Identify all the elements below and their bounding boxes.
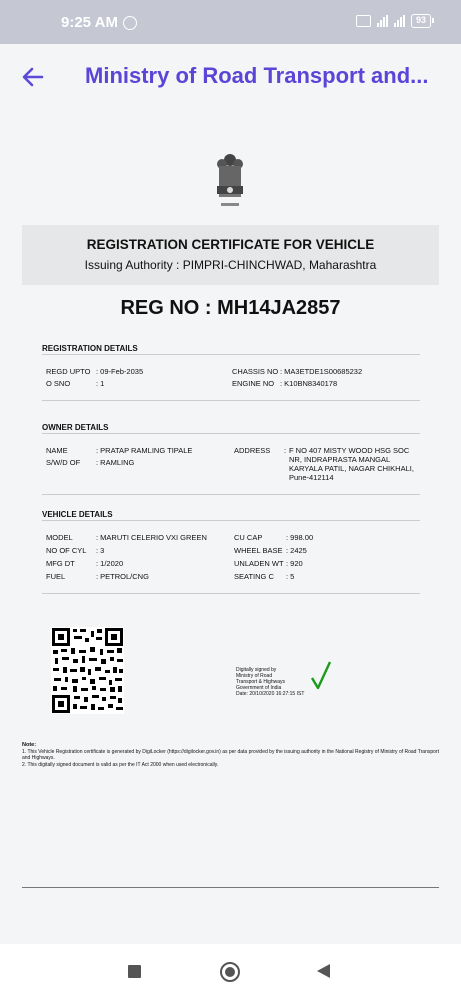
- osno-label: O SNO: [46, 379, 71, 388]
- page-title: Ministry of Road Transport and...: [85, 63, 429, 88]
- divider: [42, 354, 420, 355]
- signal-icon: [377, 15, 388, 27]
- divider: [42, 494, 420, 495]
- regd-upto-label: REGD UPTO: [46, 367, 91, 376]
- swdof-value: : RAMLING: [96, 458, 135, 467]
- recent-apps-icon[interactable]: [128, 965, 141, 978]
- sim-icon: [356, 15, 371, 27]
- note-item: 1. This Vehicle Registration certificate is generated by DigiLocker (https://digilocker.gov.in) as per data provided by the issuing authority in the National Registry of Ministry of Road Transport and Highways.: [22, 748, 439, 761]
- battery-icon: 93: [411, 14, 431, 28]
- note-item: 2. This digitally signed document is valid as per the IT Act 2000 when used electronically.: [22, 761, 219, 768]
- owner-details-heading: OWNER DETAILS: [42, 423, 109, 432]
- qr-code: [51, 627, 124, 714]
- certificate-header: [22, 225, 439, 285]
- status-bar: [0, 0, 461, 44]
- address-value: F NO 407 MISTY WOOD HSG SOC NR, INDRAPRASTA MANGAL KARYALA PATIL, NAGAR CHIKHALI, Pune-412114: [289, 446, 414, 482]
- seating-value: : 5: [286, 572, 295, 581]
- notes-heading: Note:: [22, 742, 37, 748]
- registration-number: REG NO : MH14JA2857: [120, 297, 341, 319]
- divider: [42, 433, 420, 434]
- verified-check-icon: [310, 660, 332, 690]
- status-icons: [356, 14, 431, 28]
- status-time: 9:25 AM: [61, 14, 118, 31]
- back-arrow-icon[interactable]: [18, 62, 48, 92]
- cucap-label: CU CAP: [234, 533, 263, 542]
- back-icon[interactable]: [317, 964, 330, 978]
- app-header: [0, 44, 461, 110]
- divider: [42, 593, 420, 594]
- chassis-value: : MA3ETDE1S00685232: [280, 367, 363, 376]
- cyl-label: NO OF CYL: [46, 546, 87, 555]
- address-colon: :: [284, 446, 287, 455]
- fuel-label: FUEL: [46, 572, 66, 581]
- signal-icon-2: [394, 15, 405, 27]
- digital-signature: Digitally signed by Ministry of Road Transport & Highways Government of India Date: 20/10/2020 16:27:15 IST: [236, 667, 305, 697]
- divider: [42, 520, 420, 521]
- unladen-label: UNLADEN WT: [234, 559, 284, 568]
- cyl-value: : 3: [96, 546, 105, 555]
- certificate-title: REGISTRATION CERTIFICATE FOR VEHICLE: [86, 237, 375, 252]
- name-label: NAME: [46, 446, 68, 455]
- home-icon[interactable]: [220, 962, 240, 982]
- wheelbase-label: WHEEL BASE: [234, 546, 283, 555]
- navigation-bar: [0, 944, 461, 1000]
- national-emblem-icon: [210, 152, 250, 214]
- notes: [22, 742, 442, 768]
- chassis-label: CHASSIS NO: [232, 367, 279, 376]
- unladen-value: : 920: [286, 559, 303, 568]
- divider: [42, 400, 420, 401]
- issuing-authority: Issuing Authority : PIMPRI-CHINCHWAD, Maharashtra: [84, 258, 377, 272]
- mfg-value: : 1/2020: [96, 559, 124, 568]
- swdof-label: S/W/D OF: [46, 458, 81, 467]
- vehicle-details-heading: VEHICLE DETAILS: [42, 510, 113, 519]
- divider: [22, 887, 439, 888]
- whatsapp-icon: [123, 16, 137, 30]
- engine-value: : K10BN8340178: [280, 379, 338, 388]
- cucap-value: : 998.00: [286, 533, 314, 542]
- seating-label: SEATING C: [234, 572, 274, 581]
- registration-details-heading: REGISTRATION DETAILS: [42, 344, 138, 353]
- osno-value: : 1: [96, 379, 105, 388]
- model-label: MODEL: [46, 533, 73, 542]
- address-label: ADDRESS: [234, 446, 271, 455]
- name-value: : PRATAP RAMLING TIPALE: [96, 446, 193, 455]
- wheelbase-value: : 2425: [286, 546, 307, 555]
- regd-upto-value: : 09-Feb-2035: [96, 367, 144, 376]
- mfg-label: MFG DT: [46, 559, 75, 568]
- model-value: : MARUTI CELERIO VXI GREEN: [96, 533, 207, 542]
- engine-label: ENGINE NO: [232, 379, 275, 388]
- fuel-value: : PETROL/CNG: [96, 572, 149, 581]
